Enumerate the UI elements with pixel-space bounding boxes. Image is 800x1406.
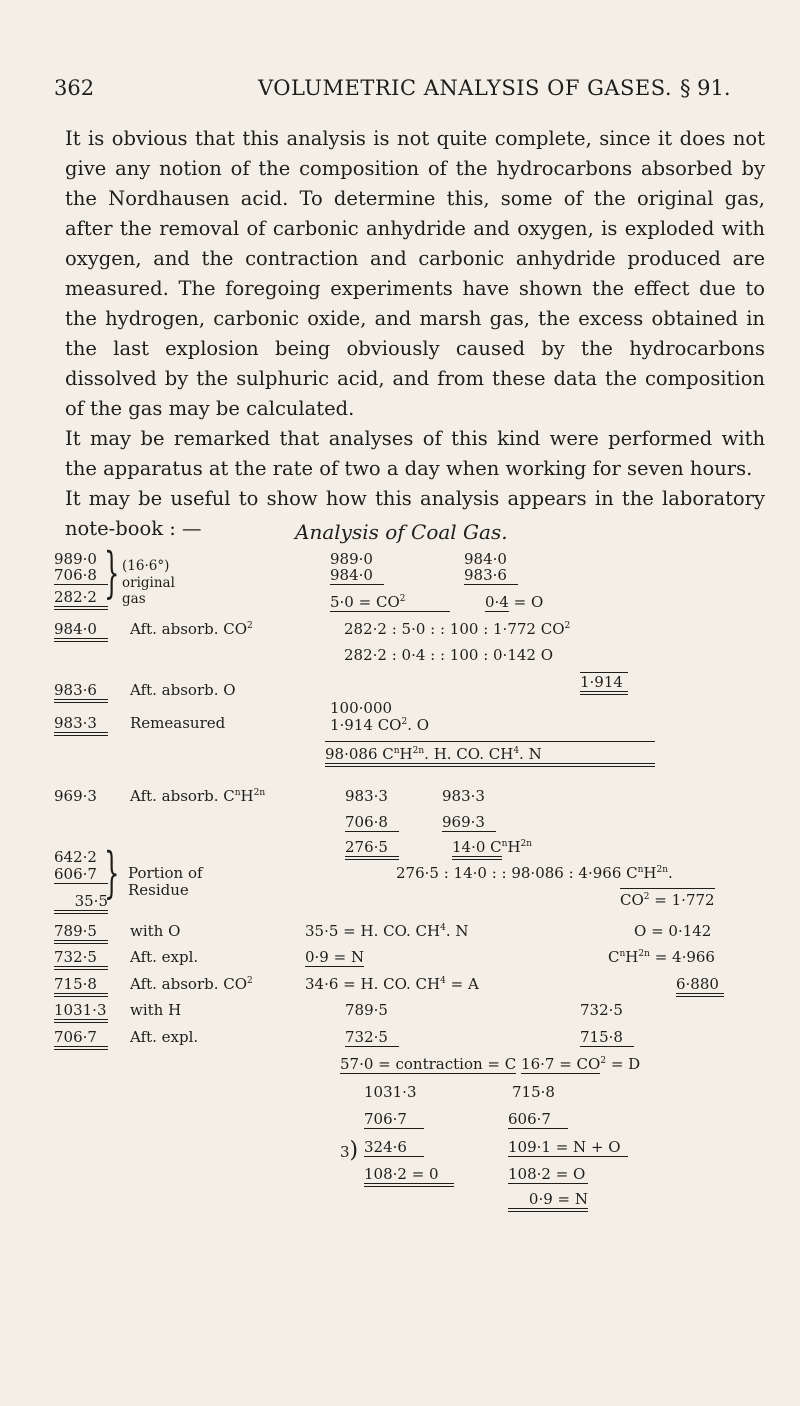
calc-line: 0·9 = N — [305, 948, 365, 966]
calc-value: 324·6 — [364, 1138, 424, 1157]
calc-value: 984·0 — [464, 550, 507, 568]
body-paragraphs — [65, 124, 765, 544]
calc-value: 715·8 — [580, 1028, 634, 1047]
left-row-label: Aft. absorb. $C^nH^{2n}$ — [130, 787, 266, 805]
calc-line: $CO^2 = 1\cdot 772$ — [620, 888, 715, 909]
left-row-label: Aft. absorb. $CO^2$ — [130, 975, 253, 993]
left-row-value: 969·3 — [54, 787, 97, 805]
left-row-label: Aft. absorb. O — [130, 681, 236, 699]
brace-label: (16·6°) — [122, 558, 170, 574]
left-row-label: with O — [130, 922, 181, 940]
calc-value: 606·7 — [508, 1110, 568, 1129]
calc-value: 789·5 — [345, 1001, 388, 1019]
calc-line: $5\cdot 0 = CO^2$ — [330, 593, 450, 612]
brace-label: Residue — [128, 881, 189, 899]
calc-value: 969·3 — [442, 813, 496, 832]
calc-value: 706·8 — [345, 813, 399, 832]
brace-label: original — [122, 575, 175, 591]
left-value: 35·5 — [54, 892, 108, 914]
paragraph-1: It is obvious that this analysis is not quite complete, since it does not give any notion of the composition of the hydrocarbons absorbed by the Nordhausen acid. To determine this, some of the original gas, after the removal of carbonic anhydride and oxygen, is exploded with oxygen, and the contraction and carbonic anhydride produced are measured. The foregoing experiments have shown the effect due to the hydrogen, carbonic oxide, and marsh gas, the excess obtained in the last explosion being obviously caused by the hydrocarbons dissolved by the sulphuric acid, and from these data the composition of the gas may be calculated. — [65, 127, 765, 420]
brace-symbol: } — [104, 841, 120, 904]
calc-line: 14·0 $C^nH^{2n}$ — [452, 838, 532, 856]
calc-line: 109·1 = N + O — [508, 1138, 628, 1157]
section-number: § 91. — [680, 76, 731, 100]
left-row-value: 1031·3 — [54, 1001, 108, 1023]
calc-value: 732·5 — [345, 1028, 399, 1047]
calc-value: 984·0 — [330, 566, 384, 585]
calc-line: 98·086 $C^nH^{2n}$. H. CO. $CH^4$. N — [325, 741, 655, 767]
calc-value: 706·7 — [364, 1110, 424, 1129]
calc-line: 0·9 = N — [508, 1190, 588, 1212]
left-row-value: 706·7 — [54, 1028, 108, 1050]
left-row-label: with H — [130, 1001, 182, 1019]
calc-value: 983·3 — [345, 787, 388, 805]
table-title: Analysis of Coal Gas. — [295, 520, 508, 544]
calc-value: 6·880 — [676, 975, 724, 997]
calc-value: 276·5 — [345, 838, 399, 860]
calc-line: 1·914 $CO^2$. O — [330, 716, 430, 734]
calc-line: O = 0·142 — [634, 922, 712, 940]
calc-value: 983·6 — [464, 566, 518, 585]
calc-value: 989·0 — [330, 550, 373, 568]
left-value: 706·8 — [54, 566, 108, 585]
left-row-value: 732·5 — [54, 948, 108, 970]
proportion-line: 276·5 : 14·0 : : 98·086 : 4·966 $C^nH^{2n}$. — [396, 864, 673, 882]
calc-line: 108·2 = 0 — [364, 1165, 454, 1187]
left-row-value: 983·3 — [54, 714, 108, 736]
left-value: 642·2 — [54, 848, 97, 866]
left-row-value: 983·6 — [54, 681, 108, 703]
left-row-label: Aft. expl. — [130, 948, 199, 966]
calc-value: 715·8 — [512, 1083, 555, 1101]
brace-label: gas — [122, 591, 146, 607]
left-row-value: 789·5 — [54, 922, 108, 944]
calc-line: 57·0 = contraction = C $16\cdot 7 = CO^2 = D$ — [340, 1055, 641, 1073]
page-number: 362 — [54, 76, 95, 100]
calc-line: $C^nH^{2n} = 4\cdot 966$ — [608, 948, 715, 966]
left-row-label: Aft. absorb. $CO^2$ — [130, 620, 253, 638]
left-value: 282·2 — [54, 588, 108, 610]
left-row-label: Aft. expl. — [130, 1028, 199, 1046]
left-row-value: 984·0 — [54, 620, 108, 642]
calc-line: 0·4 = O — [485, 593, 544, 611]
left-value: 989·0 — [54, 550, 97, 568]
calc-value: 983·3 — [442, 787, 485, 805]
calc-value: 732·5 — [580, 1001, 623, 1019]
calc-value: 100·000 — [330, 699, 393, 717]
divisor: 3) — [340, 1138, 359, 1163]
paragraph-2: It may be remarked that analyses of this kind were performed with the apparatus at the rate of two a day when working for seven hours. — [65, 427, 765, 480]
paragraph-3: It may be useful to show how this analysis appears in the laboratory note-book : — — [65, 487, 765, 540]
calc-line: 108·2 = O — [508, 1165, 588, 1184]
calc-line: 35·5 = H. CO. $CH^4$. N — [305, 922, 469, 940]
calc-value: 1·914 — [580, 672, 628, 695]
left-value: 606·7 — [54, 865, 108, 884]
calc-value: 1031·3 — [364, 1083, 417, 1101]
brace-label: Portion of — [128, 864, 203, 882]
brace-symbol: } — [104, 541, 120, 604]
left-row-value: 715·8 — [54, 975, 108, 997]
running-title: VOLUMETRIC ANALYSIS OF GASES. — [258, 76, 673, 100]
calc-line: 34·6 = H. CO. $CH^4 = A$ — [305, 975, 479, 993]
left-row-label: Remeasured — [130, 714, 226, 732]
proportion-line: 282·2 : 5·0 : : 100 : 1·772 $CO^2$ — [344, 620, 571, 638]
proportion-line: 282·2 : 0·4 : : 100 : 0·142 O — [344, 646, 554, 664]
